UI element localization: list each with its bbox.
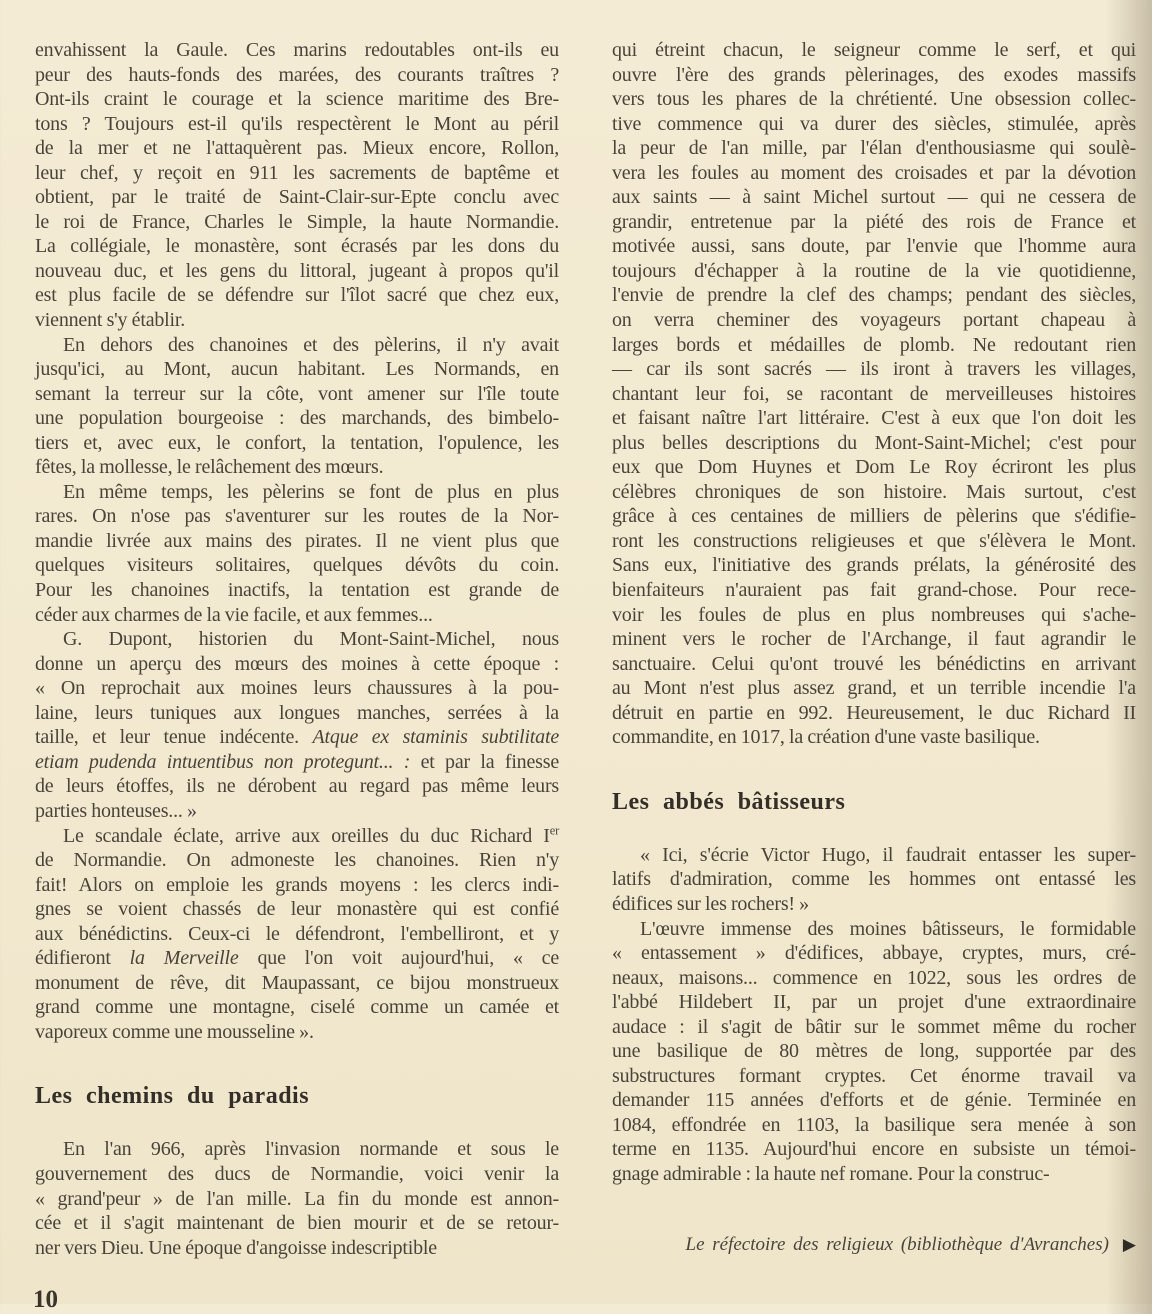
text-line: En l'an 966, après l'invasion normande et sous le: [63, 1138, 559, 1161]
text-line: etiam pudenda intuentibus non protegunt... : et par la finesse: [35, 750, 560, 773]
text-line: « Ici, s'écrie Victor Hugo, il faudrait entasser les super-: [640, 843, 1136, 866]
paragraph: [35, 1137, 559, 1260]
text-line: peur des hauts-fonds des marées, des courants traîtres ?: [35, 63, 559, 86]
text-line: de la mer et ne l'attaquèrent pas. Mieux encore, Rollon,: [35, 137, 559, 160]
text-line: minent vers le rocher de l'Archange, il faut agrandir le: [612, 628, 1136, 651]
text-line: « entassement » d'édifices, abbaye, cryptes, murs, cré-: [612, 942, 1136, 965]
text-line: viennent s'y établir.: [35, 309, 186, 332]
text-line: neaux, maisons... commence en 1022, sous les ordres de: [612, 966, 1136, 989]
text-line: Ont-ils craint le courage et la science maritime des Bre-: [35, 88, 559, 111]
text-line: vaporeux comme une mousseline ».: [35, 1020, 314, 1043]
text-line: célèbres chroniques de son histoire. Mais surtout, c'est: [612, 480, 1136, 503]
photo-caption-text: Le réfectoire des religieux (bibliothèque d'Avranches): [685, 1233, 1109, 1255]
text-line: de Normandie. On admoneste les chanoines. Rien n'y: [35, 849, 559, 872]
text-line: gnage admirable : la haute nef romane. Pour la construc-: [612, 1162, 1050, 1185]
text-line: « grand'peur » de l'an mille. La fin du monde est annon-: [35, 1187, 559, 1210]
paragraph: [612, 843, 1136, 917]
text-line: latifs d'admiration, comme les hommes ont entassé les: [612, 868, 1136, 891]
text-line: vers tous les phares de la chrétienté. Une obsession collec-: [612, 88, 1136, 111]
paragraph: [35, 627, 559, 823]
photo-caption: [612, 1233, 1136, 1257]
text-line: taille, et leur tenue indécente. Atque ex staminis subtilitate: [35, 726, 559, 749]
text-line: fait! Alors on emploie les grands moyens : les clercs indi-: [35, 873, 559, 896]
text-line: jusqu'ici, au Mont, aucun habitant. Les Normands, en: [35, 358, 559, 381]
text-line: L'œuvre immense des moines bâtisseurs, le formidable: [640, 917, 1136, 940]
text-line: bienfaiteurs n'auraient pas fait grand-chose. Pour rece-: [612, 579, 1136, 602]
text-line: l'abbé Hildebert II, par un projet d'une extraordinaire: [612, 991, 1136, 1014]
text-line: la peur de l'an mille, par l'élan d'enthousiasme qui soulè-: [612, 137, 1136, 160]
text-line: ouvre l'ère des grands pèlerinages, des exodes massifs: [612, 63, 1136, 86]
text-line: aux saints — à saint Michel surtout — qui ne cessera de: [612, 186, 1136, 209]
text-line: laine, leurs tuniques aux longues manches, serrées à la: [35, 701, 559, 724]
paragraph: [35, 38, 559, 333]
paragraph: [612, 38, 1136, 750]
left-text-column: [35, 38, 559, 1260]
text-line: commandite, en 1017, la création d'une vaste basilique.: [612, 726, 1040, 749]
text-line: l'envie de prendre la clef des champs; pendant des siècles,: [612, 284, 1136, 307]
text-line: fêtes, la mollesse, le relâchement des mœurs.: [35, 456, 384, 479]
text-line: En dehors des chanoines et des pèlerins, il n'y avait: [63, 333, 559, 356]
text-line: tive commence qui va durer des siècles, stimulée, après: [612, 112, 1136, 135]
text-line: semant la terreur sur la côte, vont amener sur l'île toute: [35, 382, 559, 405]
right-text-column: [612, 38, 1136, 1257]
text-line: et faisant naître l'art littéraire. C'est à eux que l'on doit les: [612, 407, 1136, 430]
text-line: le roi de France, Charles le Simple, la haute Normandie.: [35, 210, 559, 233]
paragraph: [35, 824, 559, 1045]
text-line: donne un aperçu des mœurs des moines à cette époque :: [35, 652, 559, 675]
text-line: En même temps, les pèlerins se font de plus en plus: [63, 480, 559, 503]
text-line: tiers et, avec eux, le confort, la tentation, l'opulence, les: [35, 431, 559, 454]
section-heading: Les abbés bâtisseurs: [612, 788, 846, 815]
text-line: mandie livrée aux mains des pirates. Il ne vient plus que: [35, 529, 559, 552]
text-line: vera les foules au moment des croisades et par la dévotion: [612, 161, 1136, 184]
text-line: « On reprochait aux moines leurs chaussures à la pou-: [35, 677, 559, 700]
text-line: céder aux charmes de la vie facile, et aux femmes...: [35, 603, 433, 626]
text-line: est plus facile de se défendre sur l'îlot sacré que chez eux,: [35, 284, 559, 307]
text-line: grandir, entretenue par la piété des rois de France et: [612, 210, 1136, 233]
text-line: on verra cheminer des voyageurs portant chapeau à: [612, 309, 1136, 332]
caption-arrow-icon: ▶: [1122, 1234, 1136, 1254]
page-number: 10: [33, 1286, 58, 1313]
text-line: rares. On n'ose pas s'aventurer sur les routes de la Nor-: [35, 505, 559, 528]
text-line: une population bourgeoise : des marchands, des bimbelo-: [35, 407, 559, 430]
text-line: La collégiale, le monastère, sont écrasés par les dons du: [35, 235, 559, 258]
text-line: grand comme une montagne, ciselé comme un camée et: [35, 996, 559, 1019]
text-line: motivée aussi, sans doute, par l'envie que l'homme aura: [612, 235, 1136, 258]
paragraph: [35, 333, 559, 480]
text-line: sanctuaire. Celui qu'ont trouvé les bénédictins en arrivant: [612, 652, 1136, 675]
text-line: G. Dupont, historien du Mont-Saint-Michel, nous: [63, 628, 559, 651]
text-line: qui étreint chacun, le seigneur comme le serf, et qui: [612, 39, 1136, 61]
text-line: parties honteuses... »: [35, 799, 197, 822]
text-line: substructures formant cryptes. Cet énorme travail va: [612, 1064, 1136, 1087]
text-line: Le scandale éclate, arrive aux oreilles du duc Richard Ier: [63, 822, 559, 847]
text-line: gouvernement des ducs de Normandie, voici venir la: [35, 1162, 559, 1185]
text-line: leur chef, y reçoit en 911 les sacrements de baptême et: [35, 161, 559, 184]
text-line: grâce à ces centaines de milliers de pèlerins que s'édifie-: [612, 505, 1136, 528]
text-line: demander 115 années d'efforts et de génie. Terminée en: [612, 1089, 1136, 1112]
text-line: cée et il s'agit maintenant de bien mourir et de se retour-: [35, 1212, 559, 1235]
text-line: édifieront la Merveille que l'on voit aujourd'hui, « ce: [35, 947, 560, 970]
text-line: plus belles descriptions du Mont-Saint-Michel; c'est pour: [612, 431, 1136, 454]
text-line: — car ils sont sacrés — ils iront à travers les villages,: [612, 358, 1136, 381]
text-line: monument de rêve, dit Maupassant, ce bijou monstrueux: [35, 971, 559, 994]
text-line: terme en 1135. Aujourd'hui encore en subsiste un témoi-: [612, 1138, 1136, 1161]
text-line: toujours d'échapper à la routine de la vie quotidienne,: [612, 259, 1136, 282]
text-line: audace : il s'agit de bâtir sur le sommet même du rocher: [612, 1015, 1136, 1038]
section-heading: Les chemins du paradis: [35, 1083, 310, 1110]
text-line: tons ? Toujours est-il qu'ils respectèrent le Mont au péril: [35, 112, 559, 135]
text-line: ront les constructions religieuses et que s'élèvera le Mont.: [612, 529, 1136, 552]
text-line: une basilique de 80 mètres de long, supportée par des: [612, 1040, 1136, 1063]
text-line: envahissent la Gaule. Ces marins redoutables ont-ils eu: [35, 39, 559, 61]
text-line: eux que Dom Huynes et Dom Le Roy écriront les plus: [612, 456, 1136, 479]
text-line: Pour les chanoines inactifs, la tentation est grande de: [35, 579, 559, 602]
text-line: Sans eux, l'initiative des grands prélats, la générosité des: [612, 554, 1136, 577]
text-line: au Mont n'est plus assez grand, et un terrible incendie l'a: [612, 677, 1136, 700]
paragraph: [35, 480, 559, 627]
right-column-blocks: [612, 38, 1136, 1187]
text-line: détruit en partie en 992. Heureusement, le duc Richard II: [612, 701, 1136, 724]
text-line: larges bords et médailles de plomb. Ne redoutant rien: [612, 333, 1136, 356]
text-line: 1084, effondrée en 1103, la basilique sera menée à son: [612, 1113, 1136, 1136]
text-line: voir les foules de plus en plus nombreuses qui s'ache-: [612, 603, 1136, 626]
text-line: nouveau duc, et les gens du littoral, jugeant à propos qu'il: [35, 259, 559, 282]
text-line: de leurs étoffes, ils ne dérobent au regard pas même leurs: [35, 775, 559, 798]
text-line: gnes se voient chassés de leur monastère qui est confié: [35, 898, 559, 921]
text-line: édifices sur les rochers! »: [612, 892, 809, 915]
text-line: ner vers Dieu. Une époque d'angoisse indescriptible: [35, 1236, 437, 1259]
paragraph: [612, 917, 1136, 1187]
text-line: aux bénédictins. Ceux-ci le défendront, l'embelliront, et y: [35, 922, 559, 945]
text-line: quelques visiteurs solitaires, quelques dévôts du coin.: [35, 554, 559, 577]
text-line: chantant leur foi, se racontant de merveilleuses histoires: [612, 382, 1136, 405]
text-line: obtient, par le traité de Saint-Clair-sur-Epte conclu avec: [35, 186, 559, 209]
